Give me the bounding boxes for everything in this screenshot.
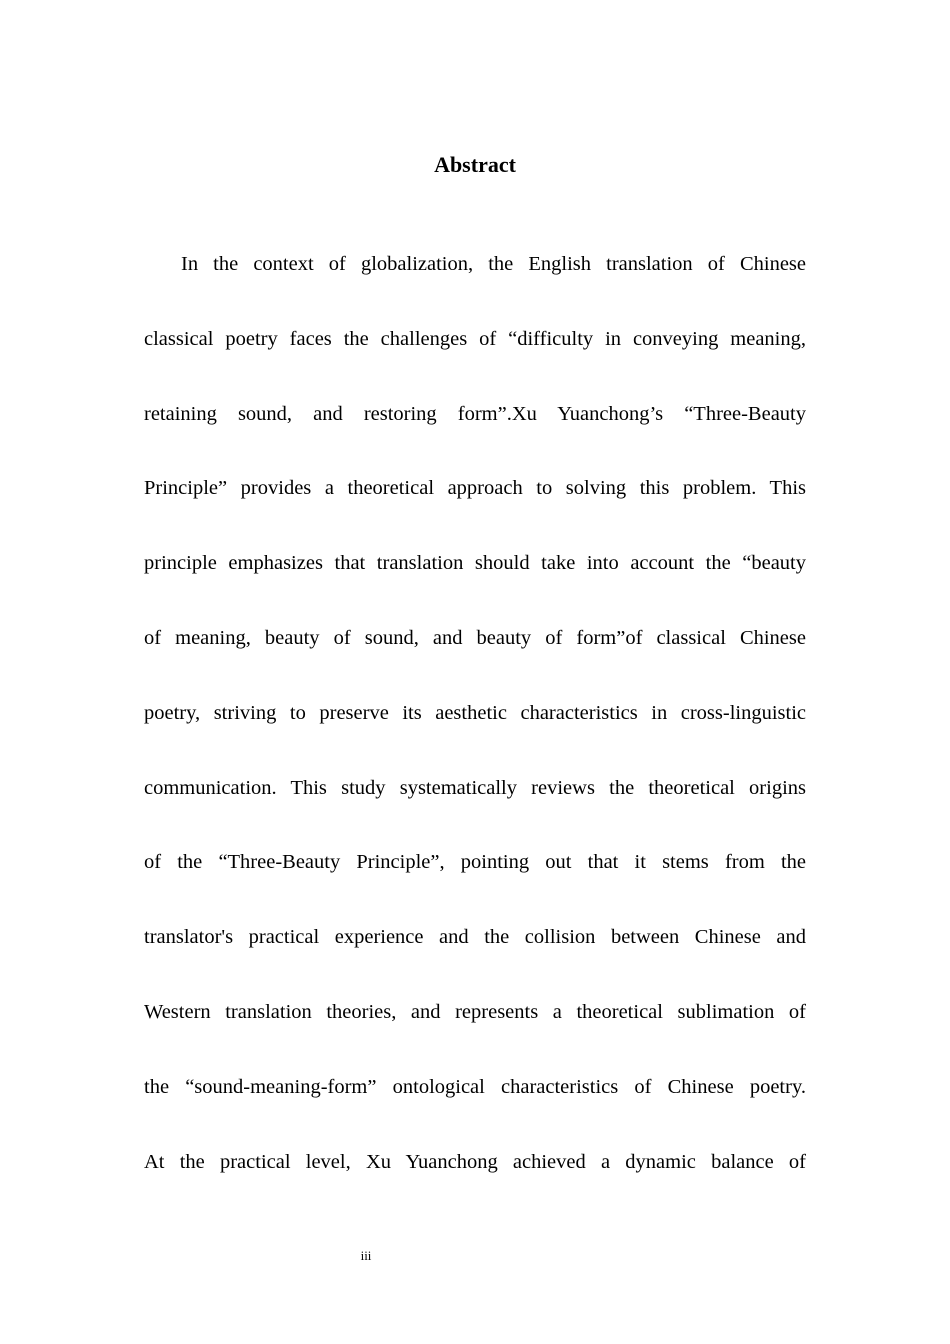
paragraph-line: of the “Three-Beauty Principle”, pointing out that it stems from the: [144, 851, 806, 874]
abstract-paragraph: [144, 227, 806, 1199]
paragraph-line: communication. This study systematically reviews the theoretical origins: [144, 776, 806, 799]
paragraph-line: At the practical level, Xu Yuanchong achieved a dynamic balance of: [144, 1150, 806, 1173]
paragraph-line: In the context of globalization, the English translation of Chinese: [181, 253, 806, 275]
paragraph-line: Western translation theories, and represents a theoretical sublimation of: [144, 1000, 806, 1023]
paragraph-line: principle emphasizes that translation should take into account the “beauty: [144, 552, 806, 575]
paragraph-line: classical poetry faces the challenges of “difficulty in conveying meaning,: [144, 327, 806, 350]
paragraph-line: translator's practical experience and the collision between Chinese and: [144, 926, 806, 949]
paragraph-line: poetry, striving to preserve its aesthetic characteristics in cross-linguistic: [144, 701, 806, 724]
paragraph-line: the “sound-meaning-form” ontological characteristics of Chinese poetry.: [144, 1075, 806, 1098]
paragraph-line: Principle” provides a theoretical approach to solving this problem. This: [144, 477, 806, 500]
page-title: Abstract: [434, 152, 516, 177]
paragraph-line: of meaning, beauty of sound, and beauty of form”of classical Chinese: [144, 626, 806, 649]
page-number: iii: [360, 1248, 372, 1263]
paragraph-line: retaining sound, and restoring form”.Xu Yuanchong’s “Three-Beauty: [144, 402, 806, 425]
